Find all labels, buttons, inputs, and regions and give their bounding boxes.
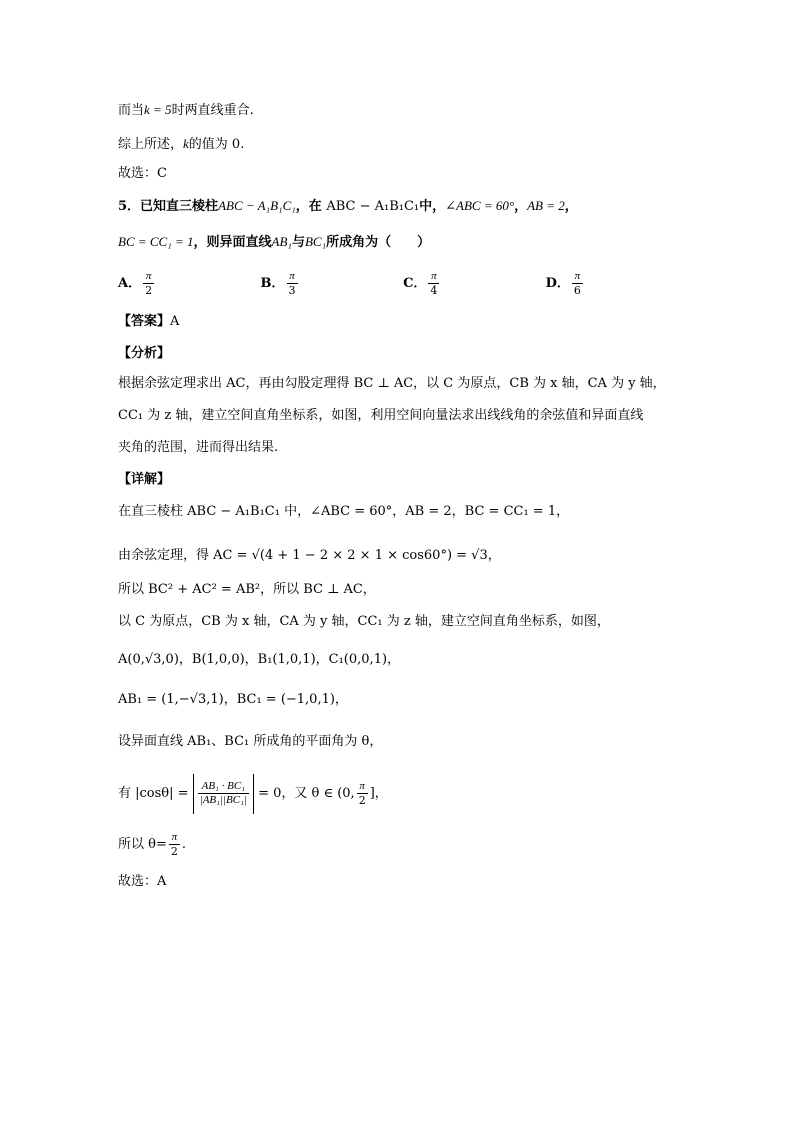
answer-tag: 【答案】	[118, 314, 171, 329]
intro-line-2: 综上所述，k的值为 0.	[118, 136, 245, 152]
detail-line-7: 设异面直线 AB₁、BC₁ 所成角的平面角为 θ，	[118, 734, 383, 749]
question-stem-line-2: BC = CC₁ = 1，则异面直线AB₁与BC₁所成角为（ ）	[118, 234, 431, 250]
cos-abs-bars	[193, 774, 254, 814]
detail-line-8: 有 |cosθ| = $\frac{\text{AB₁ · BC₁}}{\text{|AB₁||BC₁|}}$ = 0，又 θ ∈ (0, $\frac{\pi}{2}$ ]，	[118, 774, 388, 814]
choice-a-fraction: $\frac{\pi}{2}$	[145, 270, 153, 297]
detail-line-2: 由余弦定理，得 AC = √(4 + 1 − 2 × 2 × 1 × cos60°) = √3，	[118, 548, 501, 563]
choice-c[interactable]: C． $\frac{\pi}{4}$	[403, 270, 438, 297]
choice-a[interactable]: A． $\frac{\pi}{2}$	[118, 270, 153, 297]
theta-range-fraction: $\frac{\pi}{2}$	[358, 780, 366, 807]
choice-b-fraction: $\frac{\pi}{3}$	[288, 270, 296, 297]
cos-fraction: $\frac{\text{AB₁ · BC₁}}{\text{|AB₁||BC₁|}}$	[199, 780, 247, 806]
answer-line	[118, 312, 179, 332]
choices-row	[118, 270, 684, 297]
detail-line-1: 在直三棱柱 ABC − A₁B₁C₁ 中，∠ABC = 60°，AB = 2，BC = CC₁ = 1，	[118, 504, 570, 519]
choice-d-fraction: $\frac{\pi}{6}$	[573, 270, 581, 297]
choice-d[interactable]: D． $\frac{\pi}{6}$	[545, 270, 581, 297]
question-stem-line-1: 5．已知直三棱柱ABC − A₁B₁C₁，在 ABC − A₁B₁C₁中，∠ABC = 60°，AB = 2，	[118, 198, 578, 214]
choice-c-fraction: $\frac{\pi}{4}$	[430, 270, 438, 297]
detail-line-5: A(0,√3,0)，B(1,0,0)，B₁(1,0,1)，C₁(0,0,1)，	[118, 652, 401, 667]
choice-b[interactable]: B． $\frac{\pi}{3}$	[260, 270, 296, 297]
detail-tag: 【详解】	[118, 472, 171, 487]
detail-line-6: AB₁ = (1,−√3,1)，BC₁ = (−1,0,1)，	[118, 692, 348, 707]
analysis-line-3: 夹角的范围，进而得出结果.	[118, 440, 279, 455]
detail-line-10: 故选：A	[118, 874, 167, 889]
answer-value: A	[170, 314, 180, 329]
intro-line-3: 故选：C	[118, 166, 167, 181]
detail-line-3: 所以 BC² + AC² = AB²，所以 BC ⊥ AC，	[118, 582, 376, 597]
intro-line-1: 而当k = 5时两直线重合.	[118, 102, 254, 118]
analysis-line-1: 根据余弦定理求出 AC，再由勾股定理得 BC ⊥ AC，以 C 为原点，CB 为 x 轴，CA 为 y 轴，	[118, 376, 666, 391]
detail-line-4: 以 C 为原点，CB 为 x 轴，CA 为 y 轴，CC₁ 为 z 轴，建立空间直角坐标系，如图，	[118, 614, 610, 629]
analysis-tag: 【分析】	[118, 346, 171, 361]
analysis-line-2: CC₁ 为 z 轴，建立空间直角坐标系，如图，利用空间向量法求出线线角的余弦值和异面直线	[118, 408, 644, 423]
detail-line-9: 所以 θ= $\frac{\pi}{2}$ .	[118, 831, 186, 858]
theta-result-fraction: $\frac{\pi}{2}$	[170, 831, 178, 858]
